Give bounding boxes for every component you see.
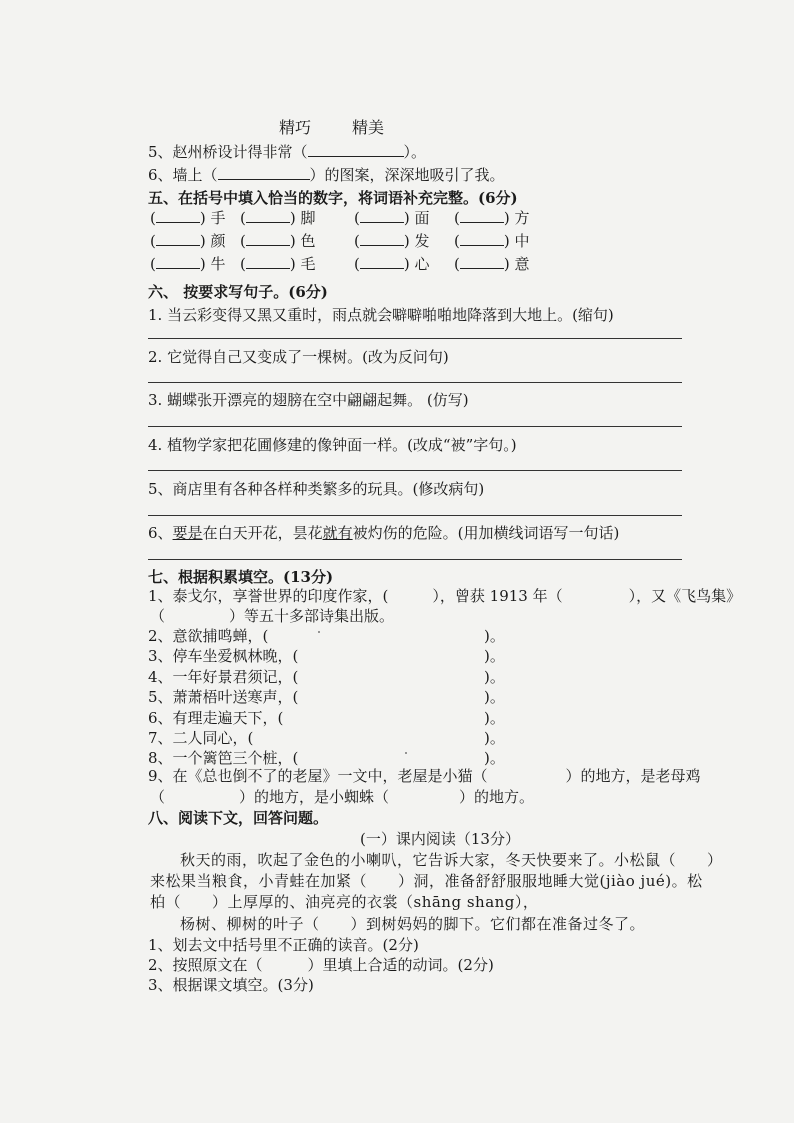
idiom-cell: ( ) 牛 (150, 255, 226, 273)
poem-line-end: )。 (484, 729, 505, 747)
idiom-cell: ( ) 颜 (150, 232, 226, 250)
idiom-cell: ( ) 心 (354, 255, 430, 273)
number-blank[interactable] (246, 231, 290, 246)
fill-item-text: ）等五十多部诗集出版。 (229, 607, 395, 625)
fill-item (150, 606, 394, 626)
passage-line: 秋天的雨，吹起了金色的小喇叭，它告诉大家，冬天快要来了。小松鼠（ ） (180, 851, 723, 869)
answer-blank[interactable] (308, 142, 404, 157)
poem-line: 5、萧萧梧叶送寒声，( (148, 688, 299, 706)
fill-item-text: ）。 (403, 143, 427, 161)
sentence-task: 5、商店里有各种各样种类繁多的玩具。(修改病句) (148, 480, 485, 498)
idiom-cell: ( ) 面 (354, 209, 430, 227)
fill-item-text: ）的图案，深深地吸引了我。 (309, 166, 505, 184)
idiom-cell: ( ) 毛 (240, 255, 316, 273)
sentence-task: 4. 植物学家把花圃修建的像钟面一样。(改成“被”字句。) (148, 436, 517, 454)
poem-line: 7、二人同心，( (148, 729, 254, 747)
word-option: 精美 (352, 118, 385, 137)
number-blank[interactable] (460, 208, 504, 223)
fill-item (148, 766, 701, 786)
idiom-cell: ( ) 发 (354, 232, 430, 250)
idiom-char: 面 (414, 209, 430, 227)
number-blank[interactable] (156, 231, 200, 246)
number-blank[interactable] (360, 208, 404, 223)
idiom-char: 手 (210, 209, 226, 227)
idiom-char: 方 (514, 209, 530, 227)
section-title: 七、根据积累填空。(13分) (148, 568, 334, 586)
number-blank[interactable] (460, 254, 504, 269)
sentence-task: 2. 它觉得自己又变成了一棵树。(改为反问句) (148, 348, 449, 366)
poem-line-end: )。 (484, 647, 505, 665)
idiom-cell: ( ) 中 (454, 232, 530, 250)
idiom-char: 心 (414, 255, 430, 273)
poem-line-end: )。 (484, 688, 505, 706)
section-title: 八、阅读下文，回答问题。 (148, 809, 329, 827)
question: 3、根据课文填空。(3分) (148, 976, 314, 994)
task-text: 在白天开花，昙花 (202, 524, 323, 542)
fill-item-text: ）的地方，是小蜘蛛（ (239, 788, 390, 806)
section-title: 六、 按要求写句子。(6分) (148, 283, 328, 301)
idiom-cell: ( ) 色 (240, 232, 316, 250)
poem-line: 3、停车坐爱枫林晚，( (148, 647, 299, 665)
sentence-task (148, 523, 619, 543)
idiom-char: 色 (300, 232, 316, 250)
answer-line[interactable] (148, 470, 682, 471)
fill-item-text: ），又《飞鸟集》 (628, 587, 742, 605)
number-blank[interactable] (156, 254, 200, 269)
poem-line-end: )。 (484, 627, 505, 645)
idiom-char: 脚 (300, 209, 316, 227)
fill-item-text: 5、赵州桥设计得非常（ (148, 143, 308, 161)
question: 2、按照原文在（ ）里填上合适的动词。(2分) (148, 956, 494, 974)
poem-line: 2、意欲捕鸣蝉，( (148, 627, 269, 645)
fill-item-text: 1、泰戈尔，享誉世界的印度作家，( (148, 587, 389, 605)
underlined-word: 要是 (172, 524, 203, 542)
idiom-cell: ( ) 方 (454, 209, 530, 227)
fill-item-text: 9、在《总也倒不了的老屋》一文中，老屋是小猫（ (148, 767, 488, 785)
answer-line[interactable] (148, 559, 682, 560)
answer-blank[interactable] (218, 165, 310, 180)
answer-line[interactable] (148, 515, 682, 516)
idiom-char: 意 (514, 255, 530, 273)
fill-item-text: （ (150, 607, 166, 625)
question: 1、划去文中括号里不正确的读音。(2分) (148, 936, 419, 954)
idiom-char: 颜 (210, 232, 226, 250)
scan-speck (405, 752, 407, 754)
passage-line: 柏（ ）上厚厚的、油亮亮的衣裳（shāng shang）， (150, 893, 539, 911)
subsection-title: (一）课内阅读（13分） (360, 830, 520, 848)
fill-item (150, 787, 534, 807)
fill-item (148, 142, 426, 162)
word-option: 精巧 (279, 118, 312, 137)
answer-line[interactable] (148, 338, 682, 339)
idiom-cell: ( ) 脚 (240, 209, 316, 227)
task-text: 被灼伤的危险。(用加横线词语写一句话) (352, 524, 620, 542)
idiom-cell: ( ) 意 (454, 255, 530, 273)
idiom-char: 发 (414, 232, 430, 250)
poem-line: 4、一年好景君须记，( (148, 668, 299, 686)
underlined-word: 就有 (322, 524, 353, 542)
idiom-char: 毛 (300, 255, 316, 273)
sentence-task: 1. 当云彩变得又黑又重时，雨点就会噼噼啪啪地降落到大地上。(缩句) (148, 306, 614, 324)
idiom-char: 牛 (210, 255, 226, 273)
number-blank[interactable] (156, 208, 200, 223)
poem-line: 8、一个篱笆三个桩，( (148, 749, 299, 767)
poem-line: 6、有理走遍天下，( (148, 709, 284, 727)
scan-speck (318, 631, 320, 633)
section-title: 五、在括号中填入恰当的数字，将词语补充完整。(6分) (148, 189, 518, 207)
task-text: 6、 (148, 524, 173, 542)
poem-line-end: )。 (484, 749, 505, 767)
fill-item-text: ），曾获 1913 年（ (432, 587, 563, 605)
passage-line: 杨树、柳树的叶子（ ）到树妈妈的脚下。它们都在准备过冬了。 (180, 915, 646, 933)
number-blank[interactable] (360, 231, 404, 246)
idiom-cell: ( ) 手 (150, 209, 226, 227)
sentence-task: 3. 蝴蝶张开漂亮的翅膀在空中翩翩起舞。 (仿写) (148, 391, 469, 409)
fill-item (148, 165, 505, 185)
number-blank[interactable] (246, 254, 290, 269)
answer-line[interactable] (148, 382, 682, 383)
number-blank[interactable] (360, 254, 404, 269)
poem-line-end: )。 (484, 668, 505, 686)
idiom-char: 中 (514, 232, 530, 250)
passage-line: 来松果当粮食，小青蛙在加紧（ ）洞，准备舒舒服服地睡大觉(jiào jué)。松 (150, 872, 703, 890)
answer-line[interactable] (148, 426, 682, 427)
fill-item (148, 586, 741, 606)
fill-item-text: ）的地方，是老母鸡 (565, 767, 701, 785)
fill-item-text: （ (150, 788, 166, 806)
fill-item-text: 6、墙上（ (148, 166, 218, 184)
poem-line-end: )。 (484, 709, 505, 727)
fill-item-text: ）的地方。 (459, 788, 535, 806)
number-blank[interactable] (246, 208, 290, 223)
number-blank[interactable] (460, 231, 504, 246)
